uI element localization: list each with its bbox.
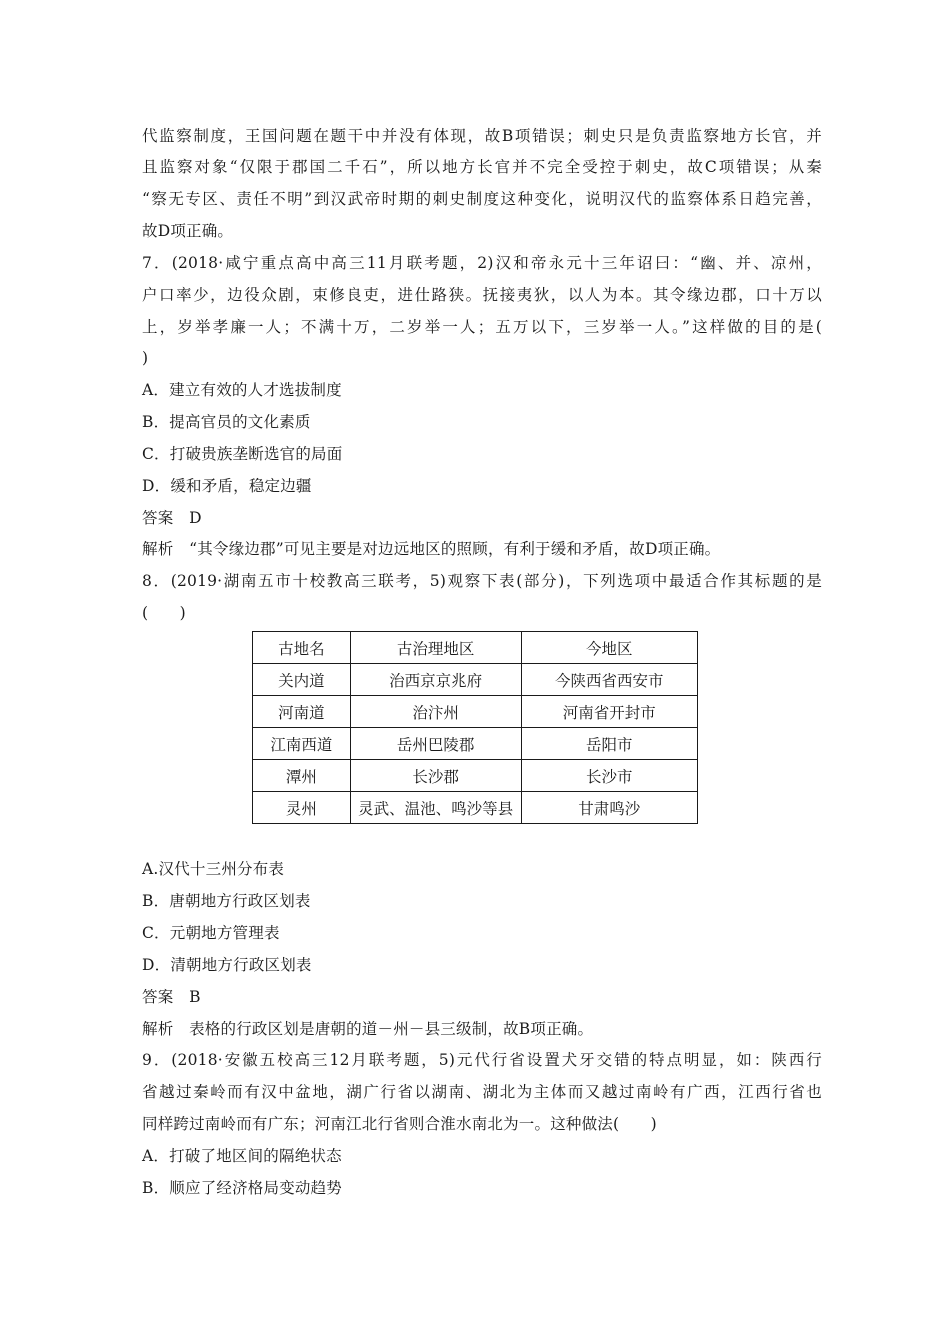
table-row: [253, 792, 698, 824]
question-9-stem-line-3: 同样跨过南岭而有广东；河南江北行省则合淮水南北为一。这种做法( ): [142, 1115, 657, 1133]
table-cell: 关内道: [253, 664, 351, 696]
question-9-stem-line-2: 省越过秦岭而有汉中盆地，湖广行省以湖南、湖北为主体而又越过南岭有广西，江西行省也: [142, 1083, 822, 1101]
question-8-table: [252, 631, 698, 824]
question-8-option-c: C．元朝地方管理表: [142, 924, 280, 942]
question-8-answer: 答案 B: [142, 988, 201, 1006]
table-cell: 甘肃鸣沙: [521, 792, 697, 824]
table-row: [253, 760, 698, 792]
table-cell: 灵武、温池、鸣沙等县: [350, 792, 521, 824]
question-8-stem-line-1: 8．(2019·湖南五市十校教高三联考，5)观察下表(部分)，下列选项中最适合作其标题的是: [142, 572, 822, 590]
table-cell: 江南西道: [253, 728, 351, 760]
question-8-explanation: 解析 表格的行政区划是唐朝的道－州－县三级制，故B项正确。: [142, 1020, 594, 1038]
question-7-option-d: D．缓和矛盾，稳定边疆: [142, 477, 312, 495]
table-header-row: [253, 632, 698, 664]
question-9-option-b: B．顺应了经济格局变动趋势: [142, 1179, 342, 1197]
question-7-option-c: C．打破贵族垄断选官的局面: [142, 445, 343, 463]
table-cell: 岳州巴陵郡: [350, 728, 521, 760]
table-row: [253, 728, 698, 760]
table-header-cell: 古治理地区: [350, 632, 521, 664]
table-row: [253, 664, 698, 696]
question-7-option-a: A．建立有效的人才选拔制度: [142, 381, 342, 399]
question-7-stem-line-2: 户口率少，边役众剧，束修良吏，进仕路狭。抚接夷狄，以人为本。其令缘边郡，口十万以: [142, 286, 822, 304]
table-row: [253, 696, 698, 728]
question-8-stem-line-2: ( ): [142, 604, 186, 622]
table-cell: 灵州: [253, 792, 351, 824]
question-7-option-b: B．提高官员的文化素质: [142, 413, 311, 431]
text-line-explanation-6-part-2: 且监察对象“仅限于郡国二千石”，所以地方长官并不完全受控于刺史，故C项错误；从秦: [142, 158, 822, 176]
table-cell: 河南道: [253, 696, 351, 728]
table-header-cell: 今地区: [521, 632, 697, 664]
table-cell: 治汴州: [350, 696, 521, 728]
question-7-stem-line-3: 上，岁举孝廉一人；不满十万，二岁举一人；五万以下，三岁举一人。”这样做的目的是(: [142, 318, 822, 336]
table-cell: 潭州: [253, 760, 351, 792]
table-cell: 今陕西省西安市: [521, 664, 697, 696]
text-line-explanation-6-part-1: 代监察制度，王国问题在题干中并没有体现，故B项错误；刺史只是负责监察地方长官，并: [142, 127, 822, 145]
text-line-explanation-6-part-4: 故D项正确。: [142, 222, 234, 240]
text-line-explanation-6-part-3: “察无专区、责任不明”到汉武帝时期的刺史制度这种变化，说明汉代的监察体系日趋完善，: [142, 190, 822, 208]
question-7-stem-line-4: ): [142, 349, 149, 367]
question-7-explanation: 解析 “其令缘边郡”可见主要是对边远地区的照顾，有利于缓和矛盾，故D项正确。: [142, 540, 721, 558]
table-cell: 河南省开封市: [521, 696, 697, 728]
question-8-option-d: D．清朝地方行政区划表: [142, 956, 312, 974]
table-cell: 长沙市: [521, 760, 697, 792]
question-8-option-b: B．唐朝地方行政区划表: [142, 892, 311, 910]
question-7-answer: 答案 D: [142, 509, 202, 527]
question-7-stem-line-1: 7．(2018·咸宁重点高中高三11月联考题，2)汉和帝永元十三年诏曰：“幽、并、凉州，: [142, 254, 822, 272]
question-8-option-a: A.汉代十三州分布表: [142, 860, 285, 878]
question-9-stem-line-1: 9．(2018·安徽五校高三12月联考题，5)元代行省设置犬牙交错的特点明显，如：陕西行: [142, 1051, 822, 1069]
table-cell: 长沙郡: [350, 760, 521, 792]
table-cell: 治西京京兆府: [350, 664, 521, 696]
table-cell: 岳阳市: [521, 728, 697, 760]
question-9-option-a: A．打破了地区间的隔绝状态: [142, 1147, 342, 1165]
table-header-cell: 古地名: [253, 632, 351, 664]
